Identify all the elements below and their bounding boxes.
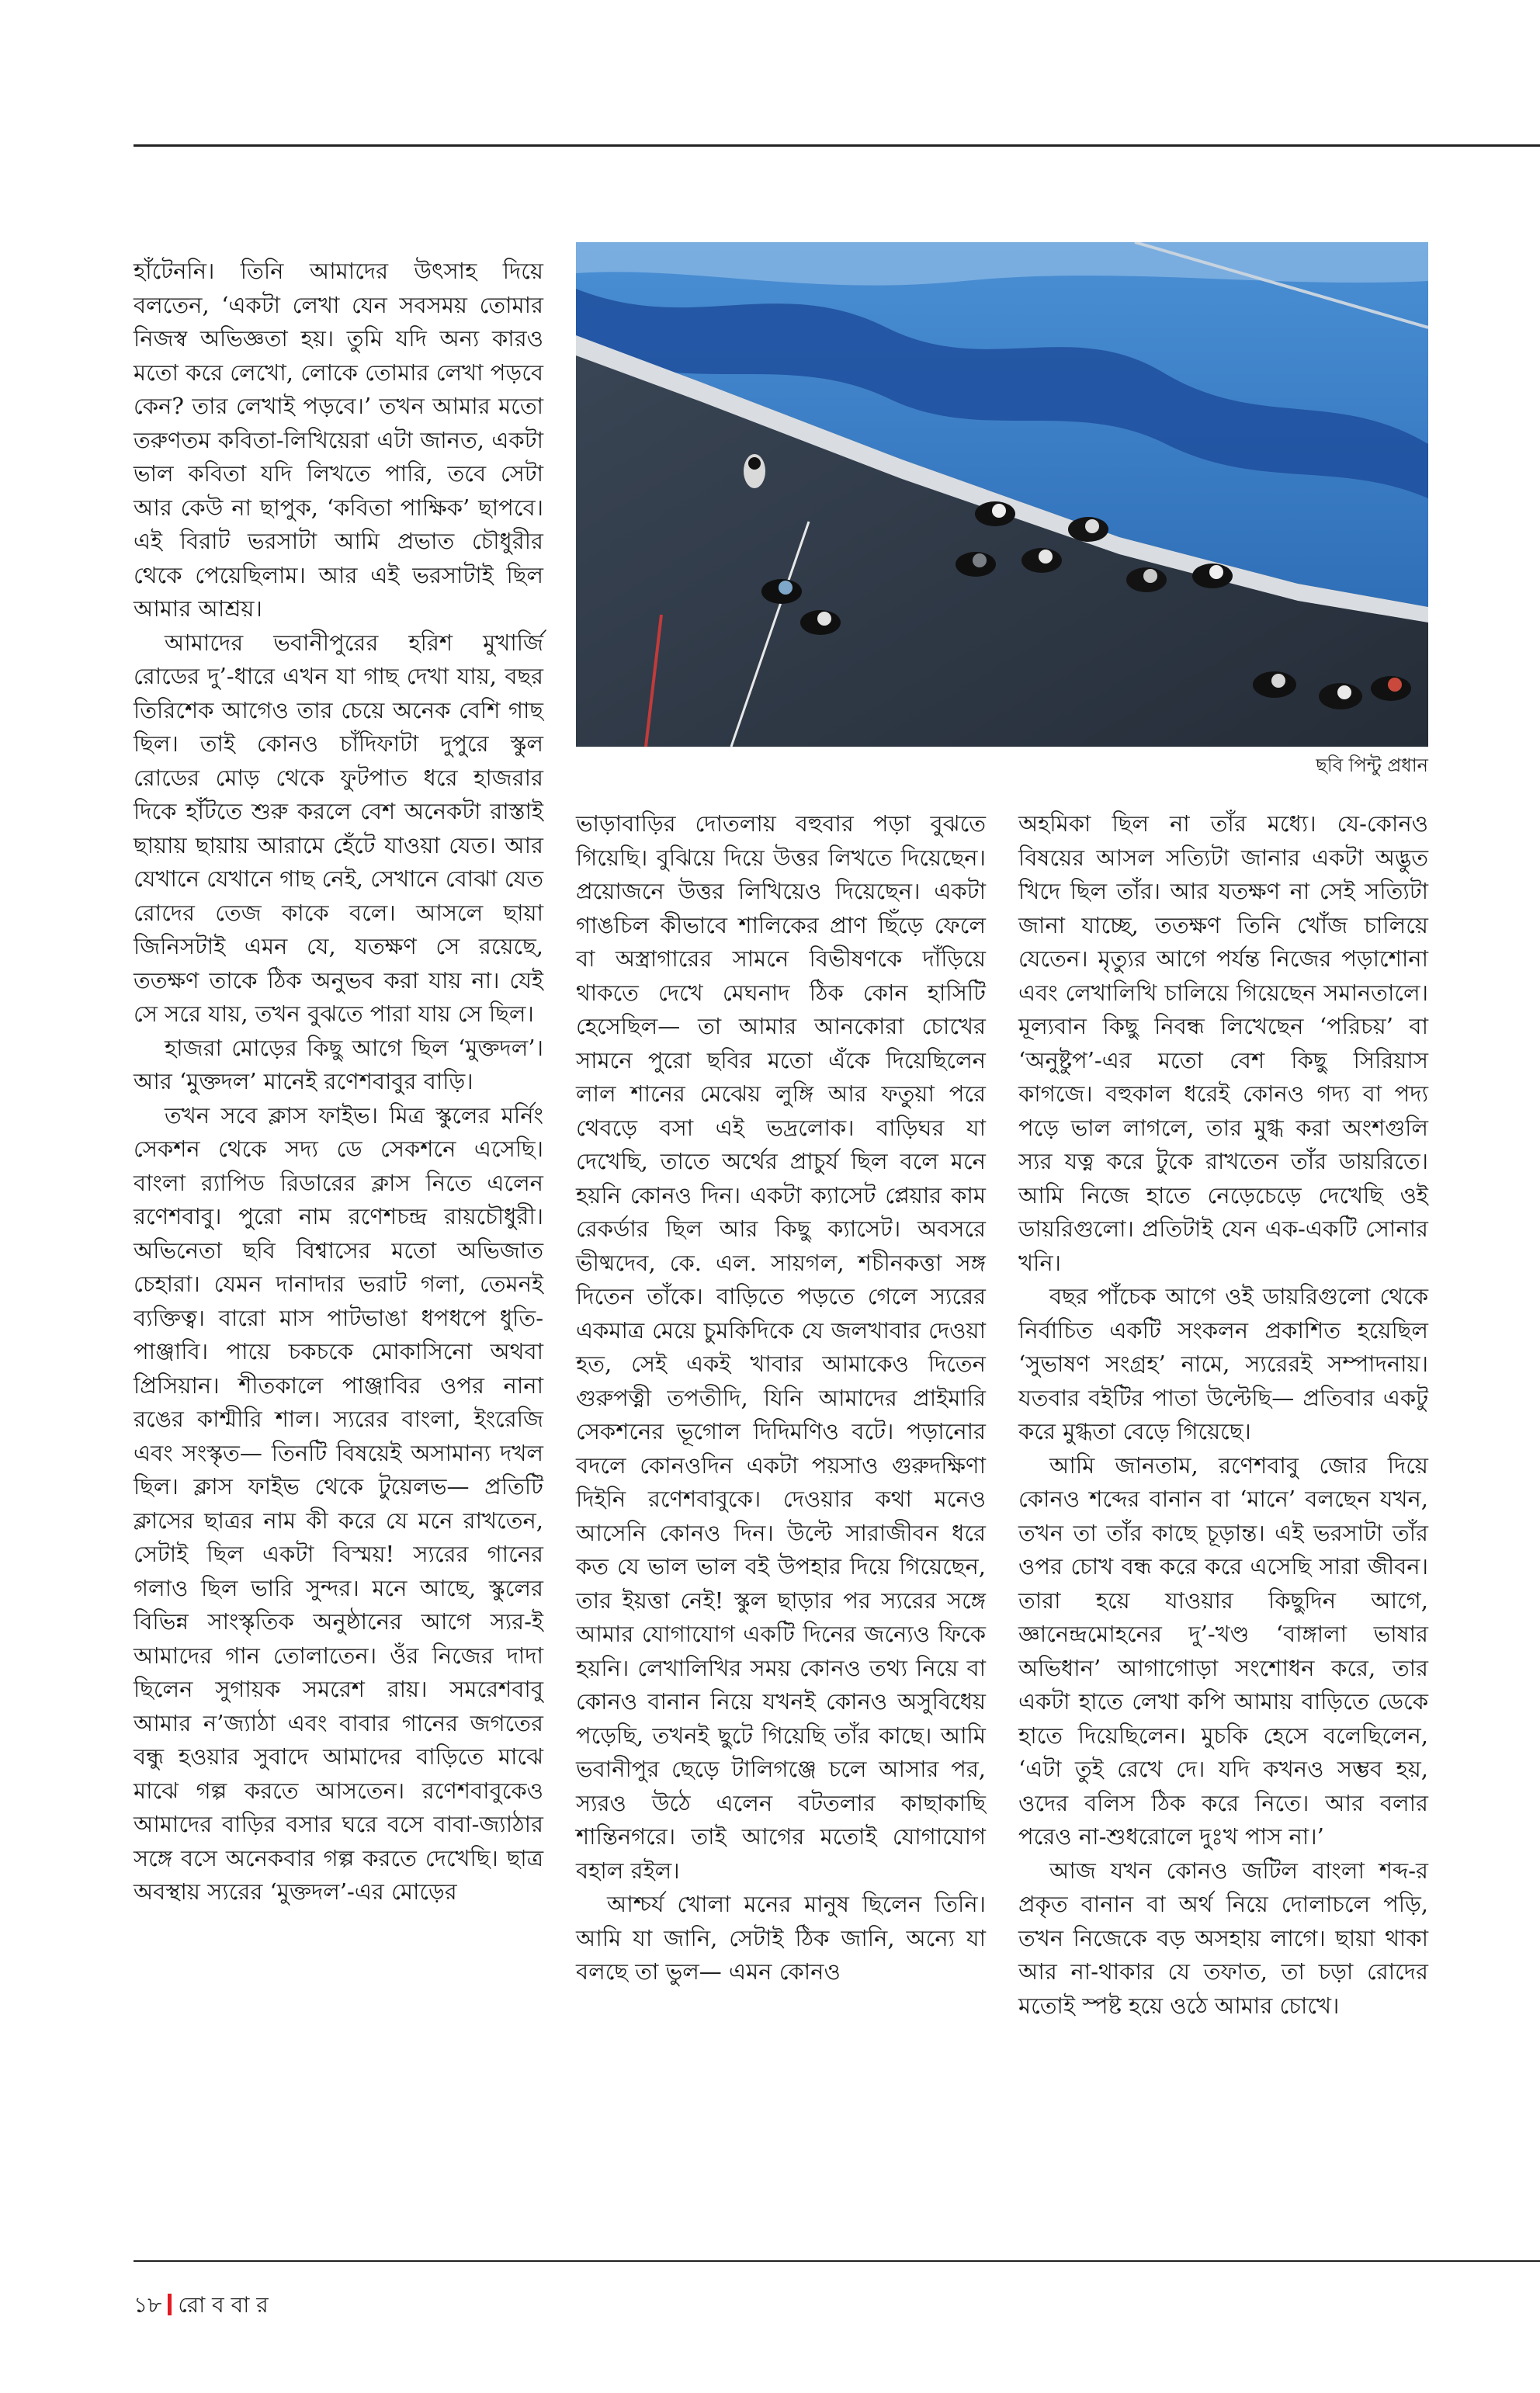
paragraph: আমাদের ভবানীপুরের হরিশ মুখার্জি রোডের দু’-ধারে এখন যা গাছ দেখা যায়, বছর তিরিশেক আগেও তার চেয়ে অনেক বেশি গাছ ছিল। তাই কোনও চাঁদিফাটা দুপুরে স্কুল রোডের মোড় থেকে ফুটপাত ধরে হাজরার দিকে হাঁটতে শুরু করলে বেশ অনেকটা রাস্তাই ছায়ায় ছায়ায় আরামে হেঁটে যাওয়া যেত। আর যেখানে যেখানে গাছ নেই, সেখানে বোঝা যেত রোদের তেজ কাকে বলে। আসলে ছায়া জিনিসটাই এমন যে, যতক্ষণ সে রয়েছে, ততক্ষণ তাকে ঠিক অনুভব করা যায় না। যেই সে সরে যায়, তখন বুঝতে পারা যায় সে ছিল।	[134, 629, 543, 1027]
top-rule	[134, 144, 1540, 147]
paragraph: ভাড়াবাড়ির দোতলায় বহুবার পড়া বুঝতে গিয়েছি। বুঝিয়ে দিয়ে উত্তর লিখতে দিয়েছেন। প্রয়োজনে উত্তর লিখিয়েও দিয়েছেন। একটা গাঙচিল কীভাবে শালিকের প্রাণ ছিঁড়ে ফেলে বা অস্ত্রাগারের সামনে বিভীষণকে দাঁড়িয়ে থাকতে দেখে মেঘনাদ ঠিক কোন হাসিটি হেসেছিল— তা আমার আনকোরা চোখের সামনে পুরো ছবির মতো এঁকে দিয়েছিলেন লাল শানের মেঝেয় লুঙ্গি আর ফতুয়া পরে থেবড়ে বসা এই ভদ্রলোক। বাড়িঘর যা দেখেছি, তাতে অর্থের প্রাচুর্য ছিল বলে মনে হয়নি কোনও দিন। একটা ক্যাসেট প্লেয়ার কাম রেকর্ডার ছিল আর কিছু ক্যাসেট। অবসরে ভীষ্মদেব, কে. এল. সায়গল, শচীনকত্তা সঙ্গ দিতেন তাঁকে। বাড়িতে পড়তে গেলে স্যরের একমাত্র মেয়ে চুমকিদিকে যে জলখাবার দেওয়া হত, সেই একই খাবার আমাকেও দিতেন গুরুপত্নী তপতীদি, যিনি আমাদের প্রাইমারি সেকশনের ভূগোল দিদিমণিও বটে। পড়ানোর বদলে কোনওদিন একটা পয়সাও গুরুদক্ষিণা দিইনি রণেশবাবুকে। দেওয়ার কথা মনেও আসেনি কোনও দিন। উল্টে সারাজীবন ধরে কত যে ভাল ভাল বই উপহার দিয়ে গিয়েছেন, তার ইয়ত্তা নেই! স্কুল ছাড়ার পর স্যরের সঙ্গে আমার যোগাযোগ একটি দিনের জন্যেও ফিকে হয়নি। লেখালিখির সময় কোনও তথ্য নিয়ে বা কোনও বানান নিয়ে যখনই কোনও অসুবিধেয় পড়েছি, তখনই ছুটে গিয়েছি তাঁর কাছে। আমি ভবানীপুর ছেড়ে টালিগঞ্জে চলে আসার পর, স্যরও উঠে এলেন বটতলার কাছাকাছি শান্তিনগরে। তাই আগের মতোই যোগাযোগ বহাল রইল।	[576, 810, 986, 1884]
street-photo	[576, 242, 1428, 747]
page-number: ১৮	[134, 2292, 162, 2318]
paragraph: আশ্চর্য খোলা মনের মানুষ ছিলেন তিনি। আমি যা জানি, সেটাই ঠিক জানি, অন্যে যা বলছে তা ভুল— এমন কোনও	[576, 1891, 986, 1985]
paragraph: আজ যখন কোনও জটিল বাংলা শব্দ-র প্রকৃত বানান বা অর্থ নিয়ে দোলাচলে পড়ি, তখন নিজেকে বড় অসহায় লাগে। ছায়া থাকা আর না-থাকার যে তফাত, তা চড়া রোদের মতোই স্পষ্ট হয়ে ওঠে আমার চোখে।	[1018, 1857, 1428, 2019]
bottom-rule	[134, 2260, 1540, 2262]
paragraph: আমি জানতাম, রণেশবাবু জোর দিয়ে কোনও শব্দের বানান বা ‘মানে’ বলছেন যখন, তখন তা তাঁর কাছে চূড়ান্ত। এই ভরসাটা তাঁর ওপর চোখ বন্ধ করে করে এসেছি সারা জীবন। তারা হয়ে যাওয়ার কিছুদিন আগে, জ্ঞানেন্দ্রমোহনের দু’-খণ্ড ‘বাঙ্গালা ভাষার অভিধান’ আগাগোড়া সংশোধন করে, তার একটা হাতে লেখা কপি আমায় বাড়িতে ডেকে হাতে দিয়েছিলেন। মুচকি হেসে বলেছিলেন, ‘এটা তুই রেখে দে। যদি কখনও সম্ভব হয়, ওদের বলিস ঠিক করে নিতে। আর বলার পরেও না-শুধরোলে দুঃখ পাস না।’	[1018, 1451, 1428, 1850]
photo-caption: ছবি পিন্টু প্রধান	[1316, 754, 1428, 776]
paragraph: তখন সবে ক্লাস ফাইভ। মিত্র স্কুলের মর্নিং সেকশন থেকে সদ্য ডে সেকশনে এসেছি। বাংলা র‍্যাপিড রিডারের ক্লাস নিতে এলেন রণেশবাবু। পুরো নাম রণেশচন্দ্র রায়চৌধুরী। অভিনেতা ছবি বিশ্বাসের মতো অভিজাত চেহারা। যেমন দানাদার ভরাট গলা, তেমনই ব্যক্তিত্ব। বারো মাস পাটভাঙা ধপধপে ধুতি-পাঞ্জাবি। পায়ে চকচকে মোকাসিনো অথবা প্রিসিয়ান। শীতকালে পাঞ্জাবির ওপর নানা রঙের কাশ্মীরি শাল। স্যরের বাংলা, ইংরেজি এবং সংস্কৃত— তিনটি বিষয়েই অসামান্য দখল ছিল। ক্লাস ফাইভ থেকে টুয়েলভ— প্রতিটি ক্লাসের ছাত্রর নাম কী করে যে মনে রাখতেন, সেটাই ছিল একটা বিস্ময়! স্যরের গানের গলাও ছিল ভারি সুন্দর। মনে আছে, স্কুলের বিভিন্ন সাংস্কৃতিক অনুষ্ঠানের আগে স্যর-ই আমাদের গান তোলাতেন। ওঁর নিজের দাদা ছিলেন সুগায়ক সমরেশ রায়। সমরেশবাবু আমার ন’জ্যাঠা এবং বাবার গানের জগতের বন্ধু হওয়ার সুবাদে আমাদের বাড়িতে মাঝে মাঝে গল্প করতে আসতেন। রণেশবাবুকেও আমাদের বাড়ির বসার ঘরে বসে বাবা-জ্যাঠার সঙ্গে বসে অনেকবার গল্প করতে দেখেছি। ছাত্র অবস্থায় স্যরের ‘মুক্তদল’-এর মোড়ের	[134, 1101, 543, 1905]
article-column-3	[1018, 807, 1428, 2023]
magazine-name: রো ব বা র	[178, 2292, 269, 2318]
paragraph: হাঁটেননি। তিনি আমাদের উৎসাহ দিয়ে বলতেন, ‘একটা লেখা যেন সবসময় তোমার নিজস্ব অভিজ্ঞতা হয়। তুমি যদি অন্য কারও মতো করে লেখো, লোকে তোমার লেখা পড়বে কেন? তার লেখাই পড়বে।’ তখন আমার মতো তরুণতম কবিতা-লিখিয়েরা এটা জানত, একটা ভাল কবিতা যদি লিখতে পারি, তবে সেটা আর কেউ না ছাপুক, ‘কবিতা পাক্ষিক’ ছাপবে। এই বিরাট ভরসাটা আমি প্রভাত চৌধুরীর থেকে পেয়েছিলাম। আর এই ভরসাটাই ছিল আমার আশ্রয়।	[134, 258, 543, 622]
paragraph: বছর পাঁচেক আগে ওই ডায়রিগুলো থেকে নির্বাচিত একটি সংকলন প্রকাশিত হয়েছিল ‘সুভাষণ সংগ্রহ’ নামে, স্যরেরই সম্পাদনায়। যতবার বইটির পাতা উল্টেছি— প্রতিবার একটু করে মুগ্ধতা বেড়ে গিয়েছে।	[1018, 1283, 1428, 1444]
article-column-2	[576, 807, 986, 1989]
footer-separator	[168, 2294, 172, 2315]
street-photo-illustration	[576, 242, 1428, 747]
page-footer	[134, 2288, 269, 2325]
article-column-1	[134, 255, 543, 1909]
paragraph: অহমিকা ছিল না তাঁর মধ্যে। যে-কোনও বিষয়ের আসল সত্যিটা জানার একটা অদ্ভুত খিদে ছিল তাঁর। আর যতক্ষণ না সেই সত্যিটা জানা যাচ্ছে, ততক্ষণ তিনি খোঁজ চালিয়ে যেতেন। মৃত্যুর আগে পর্যন্ত নিজের পড়াশোনা এবং লেখালিখি চালিয়ে গিয়েছেন সমানতালে। মূল্যবান কিছু নিবন্ধ লিখেছেন ‘পরিচয়’ বা ‘অনুষ্টুপ’-এর মতো বেশ কিছু সিরিয়াস কাগজে। বহুকাল ধরেই কোনও গদ্য বা পদ্য পড়ে ভাল লাগলে, তার মুগ্ধ করা অংশগুলি স্যর যত্ন করে টুকে রাখতেন তাঁর ডায়রিতে। আমি নিজে হাতে নেড়েচেড়ে দেখেছি ওই ডায়রিগুলো। প্রতিটাই যেন এক-একটি সোনার খনি।	[1018, 810, 1428, 1276]
paragraph: হাজরা মোড়ের কিছু আগে ছিল ‘মুক্তদল’। আর ‘মুক্তদল’ মানেই রণেশবাবুর বাড়ি।	[134, 1034, 543, 1094]
